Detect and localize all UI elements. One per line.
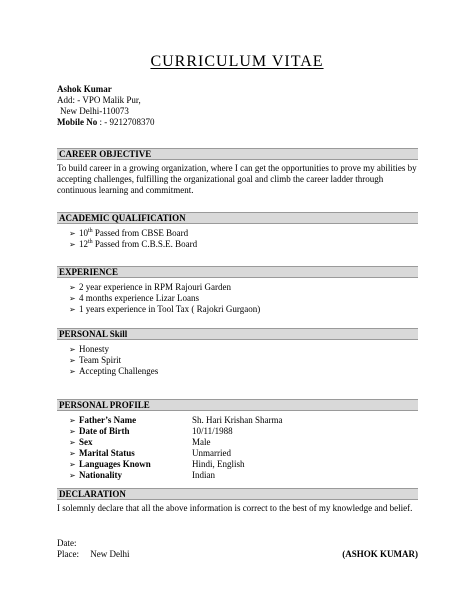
list-item: ➢ 10th Passed from CBSE Board bbox=[69, 228, 189, 238]
academic-section bbox=[57, 212, 418, 250]
arrow-bullet-icon: ➢ bbox=[69, 449, 76, 458]
arrow-bullet-icon: ➢ bbox=[69, 294, 76, 303]
place-block: Place: New Delhi bbox=[57, 549, 130, 559]
academic-heading: ACADEMIC QUALIFICATION bbox=[57, 212, 418, 224]
arrow-bullet-icon: ➢ bbox=[69, 438, 76, 447]
mobile-label: Mobile No bbox=[57, 117, 98, 127]
arrow-bullet-icon: ➢ bbox=[69, 283, 76, 292]
arrow-bullet-icon: ➢ bbox=[69, 427, 76, 436]
career-objective-heading: CAREER OBJECTIVE bbox=[57, 148, 418, 160]
list-item: ➢ 1 years experience in Tool Tax ( Rajokri Gurgaon) bbox=[69, 304, 261, 314]
arrow-bullet-icon: ➢ bbox=[69, 229, 76, 238]
profile-row: ➢ Father’s Name Sh. Hari Krishan Sharma bbox=[69, 415, 283, 425]
document-title: CURRICULUM VITAE bbox=[150, 53, 324, 70]
arrow-bullet-icon: ➢ bbox=[69, 240, 76, 249]
signature-name: (ASHOK KUMAR) bbox=[342, 549, 418, 559]
profile-heading: PERSONAL PROFILE bbox=[57, 399, 418, 411]
experience-list bbox=[57, 282, 418, 315]
arrow-bullet-icon: ➢ bbox=[69, 367, 76, 376]
profile-section bbox=[57, 399, 418, 481]
applicant-name: Ashok Kumar bbox=[57, 84, 112, 94]
arrow-bullet-icon: ➢ bbox=[69, 305, 76, 314]
profile-row: ➢ Date of Birth 10/11/1988 bbox=[69, 426, 233, 436]
academic-list bbox=[57, 228, 418, 250]
declaration-text: I solemnly declare that all the above information is correct to the best of my knowledge and belief. bbox=[57, 503, 413, 513]
list-item: ➢ 2 year experience in RPM Rajouri Garden bbox=[69, 282, 231, 292]
profile-list bbox=[57, 415, 418, 481]
skills-heading: PERSONAL Skill bbox=[57, 328, 418, 340]
declaration-heading: DECLARATION bbox=[57, 488, 418, 500]
place-line bbox=[57, 549, 418, 560]
career-objective-text: To build career in a growing organization, where I can get the opportunities to prove my abilities by accepting challenges, fulfilling the organizational goal and climb the career ladder through continuous learning and commitment. bbox=[57, 163, 417, 195]
arrow-bullet-icon: ➢ bbox=[69, 356, 76, 365]
date-label: Date: bbox=[57, 538, 77, 548]
address-line-1: Add: - VPO Malik Pur, bbox=[57, 95, 141, 105]
profile-row: ➢ Sex Male bbox=[69, 437, 211, 447]
arrow-bullet-icon: ➢ bbox=[69, 471, 76, 480]
arrow-bullet-icon: ➢ bbox=[69, 416, 76, 425]
list-item: ➢ Honesty bbox=[69, 344, 109, 354]
contact-block bbox=[57, 84, 155, 128]
list-item: ➢ Accepting Challenges bbox=[69, 366, 159, 376]
list-item: ➢ 4 months experience Lizar Loans bbox=[69, 293, 199, 303]
mobile-value: : - 9212708370 bbox=[99, 117, 155, 127]
profile-row: ➢ Languages Known Hindi, English bbox=[69, 459, 245, 469]
profile-row: ➢ Marital Status Unmarried bbox=[69, 448, 231, 458]
skills-list bbox=[57, 344, 418, 377]
profile-row: ➢ Nationality Indian bbox=[69, 470, 215, 480]
list-item: ➢ Team Spirit bbox=[69, 355, 122, 365]
arrow-bullet-icon: ➢ bbox=[69, 345, 76, 354]
experience-heading: EXPERIENCE bbox=[57, 266, 418, 278]
list-item: ➢ 12th Passed from C.B.S.E. Board bbox=[69, 239, 198, 249]
declaration-section bbox=[57, 488, 418, 514]
career-objective-section bbox=[57, 148, 418, 196]
date-line bbox=[57, 538, 418, 549]
arrow-bullet-icon: ➢ bbox=[69, 460, 76, 469]
address-line-2: New Delhi-110073 bbox=[60, 106, 129, 116]
experience-section bbox=[57, 266, 418, 315]
mobile-number bbox=[57, 117, 155, 128]
skills-section bbox=[57, 328, 418, 377]
